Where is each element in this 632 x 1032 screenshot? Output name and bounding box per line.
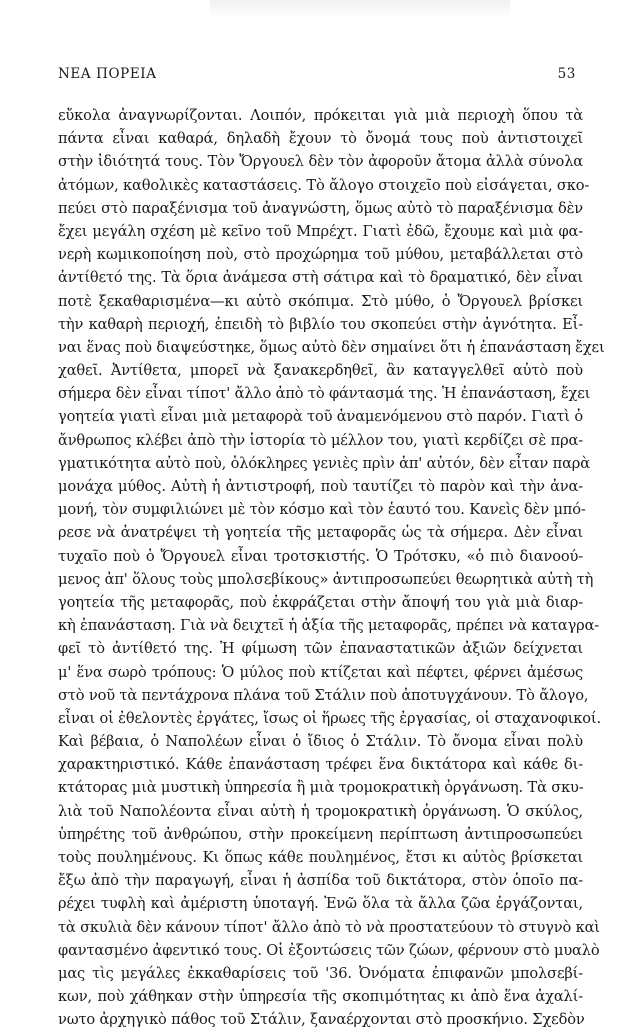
text-line: κτάτορας μιὰ μυστικὴ ὑπηρεσία ἢ μιὰ τρομοκρατικὴ ὀργάνωση. Τὰ σκυ- [58,779,584,797]
text-line: ἀντίθετό της. Τὰ ὅρια ἀνάμεσα στὴ σάτιρα καὶ τὸ δραματικό, δὲν εἶναι [58,269,583,287]
text-line: μονάχα μύθος. Αὐτὴ ἡ ἀντιστροφή, ποὺ ταυτίζει τὸ παρὸν καὶ τὴν ἀνα- [58,478,583,495]
text-line: εὔκολα ἀναγνωρίζονται. Λοιπόν, πρόκειται γιὰ μιὰ περιοχὴ ὅπου τὰ [58,107,583,124]
text-line: γοητεία τῆς μεταφορᾶς, ποὺ ἐκφράζεται στὴν ἄποψή του γιὰ μιὰ διαρ- [58,593,583,611]
scan-shadow [210,0,510,18]
text-line: ἀτόμων, καθολικὲς καταστάσεις. Τὸ ἄλογο στοιχεῖο ποὺ εἰσάγεται, σκο- [58,176,590,194]
text-line: τοὺς πουλημένους. Κι ὅπως κάθε πουλημένος, ἔτσι κι αὐτὸς βρίσκεται [58,849,583,866]
text-line: Καὶ βέβαια, ὁ Ναπολέων εἶναι ὁ ἴδιος ὁ Στάλιν. Τὸ ὄνομα εἶναι πολὺ [58,733,583,751]
text-line: στὸ νοῦ τὰ πεντάχρονα πλάνα τοῦ Στάλιν ποὺ ἀποτυγχάνουν. Τὸ ἄλογο, [58,686,589,704]
text-line: ἔξω ἀπὸ τὴν παραγωγή, εἶναι ἡ ἀσπίδα τοῦ δικτάτορα, στὸν ὁποῖο πα- [58,872,583,890]
text-line: χαθεῖ. Ἀντίθετα, μπορεῖ νὰ ξανακερδηθεῖ, ἂν καταγγελθεῖ αὐτὸ ποὺ [58,362,583,380]
text-line: τὴν καθαρὴ περιοχή, ἐπειδὴ τὸ βιβλίο του σκοπεύει στὴν ἀγνότητα. Εἶ- [58,315,583,333]
text-line: μενος ἀπ' ὅλους τοὺς μπολσεβίκους» ἀντιπροσωπεύει θεωρητικὰ αὐτὴ τὴ [58,570,594,588]
text-line: χαρακτηριστικό. Κάθε ἐπανάσταση τρέφει ἕνα δικτάτορα καὶ κάθε δι- [58,756,583,774]
running-title: ΝΕΑ ΠΟΡΕΙΑ [58,66,157,82]
text-line: στὴν ἰδιότητά τους. Τὸν Ὄργουελ δὲν τὸν ἀφοροῦν ἄτομα ἀλλὰ σύνολα [58,153,583,171]
text-line: ὑπηρέτης τοῦ ἀνθρώπου, στὴν προκείμενη περίπτωση ἀντιπροσωπεύει [58,825,583,843]
text-line: λιὰ τοῦ Ναπολέοντα εἶναι αὐτὴ ἡ τρομοκρατικὴ ὀργάνωση. Ὁ σκύλος, [58,802,583,820]
text-line: γματικότητα αὐτὸ ποὺ, ὁλόκληρες γενιὲς πρὶν ἀπ' αὐτόν, δὲν εἶταν παρὰ [58,454,590,472]
text-line: φαντασμένο ἀφεντικό τους. Οἱ ἐξοντώσεις τῶν ζώων, φέρνουν στὸ μυαλὸ [58,941,600,959]
text-line: ἔχει μεγάλη σχέση μὲ κεῖνο τοῦ Μπρέχτ. Γιατὶ ἐδῶ, ἔχουμε καὶ μιὰ φα- [58,222,583,240]
text-line: κὴ ἐπανάσταση. Γιὰ νὰ δειχτεῖ ἡ ἀξία τῆς μεταφορᾶς, πρέπει νὰ καταγρα- [58,617,600,635]
text-line: ρεσε νὰ ἀνατρέψει τὴ γοητεία τῆς μεταφορᾶς ὡς τὰ σήμερα. Δὲν εἶναι [58,524,583,542]
text-line: ποτὲ ξεκαθαρισμένα—κι αὐτὸ σκόπιμα. Στὸ μύθο, ὁ Ὄργουελ βρίσκει [58,292,583,310]
text-line: μ' ἕνα σωρὸ τρόπους: Ὁ μύλος ποὺ κτίζεται καὶ πέφτει, φέρνει ἀμέσως [58,663,583,681]
running-head [58,66,576,86]
text-line: πάντα εἶναι καθαρά, δηλαδὴ ἔχουν τὸ ὄνομά τους ποὺ ἀντιστοιχεῖ [58,130,583,148]
text-line: μονή, τὸν συμφιλιώνει μὲ τὸν κόσμο καὶ τὸν ἑαυτό του. Κανεὶς δὲν μπό- [58,501,586,519]
text-line: μας τὶς μεγάλες ἐκκαθαρίσεις τοῦ '36. Ὀνόματα ἐπιφανῶν μπολσεβί- [58,964,583,982]
body-text [58,104,605,1032]
text-line: ρέχει τυφλὴ καὶ ἀμέριστη ὑποταγή. Ἐνῶ ὅλα τὰ ἄλλα ζῶα ἐργάζονται, [58,895,583,913]
text-line: τυχαῖο ποὺ ὁ Ὄργουελ εἶναι τροτσκιστής. Ὁ Τρότσκυ, «ὁ πιὸ διανοού- [58,547,583,565]
text-line: σήμερα δὲν εἶναι τίποτ' ἄλλο ἀπὸ τὸ φάντασμά της. Ἡ ἐπανάσταση, ἔχει [58,385,591,403]
text-line: γοητεία γιατὶ εἶναι μιὰ μεταφορὰ τοῦ ἀναμενόμενου στὸ παρόν. Γιατὶ ὁ [58,408,583,426]
text-line: εἶναι οἱ ἐθελοντὲς ἐργάτες, ἴσως οἱ ἥρωες τῆς ἐργασίας, οἱ σταχανοφικοί. [58,709,601,727]
text-line: νωτο ἀρχηγικὸ πάθος τοῦ Στάλιν, ξαναέρχονται στὸ προσκήνιο. Σχεδὸν [58,1011,585,1029]
page-number: 53 [557,66,576,82]
text-line: νερὴ κωμικοποίηση ποὺ, στὸ προχώρημα τοῦ μύθου, μεταβάλλεται στὸ [58,246,583,264]
text-line: πεύει στὸ παραξένισμα τοῦ ἀναγνώστη, ὅμως αὐτὸ τὸ παραξένισμα δὲν [58,199,583,217]
text-line: κων, ποὺ χάθηκαν στὴν ὑπηρεσία τῆς σκοπιμότητας κι ἀπὸ ἕνα ἀχαλί- [58,988,583,1006]
text-line: φεῖ τὸ ἀντίθετό της. Ἡ φίμωση τῶν ἐπαναστατικῶν ἀξιῶν δείχνεται [58,640,583,658]
text-line: ἄνθρωπος κλέβει ἀπὸ τὴν ἱστορία τὸ μέλλον του, γιατὶ κερδίζει σὲ πρα- [58,431,583,449]
text-line: τὰ σκυλιὰ δὲν κάνουν τίποτ' ἄλλο ἀπὸ τὸ νὰ προστατεύουν τὸ στυγνὸ καὶ [58,918,600,936]
text-line: ναι ἕνας ποὺ διαψεύστηκε, ὅμως αὐτὸ δὲν σημαίνει ὅτι ἡ ἐπανάσταση ἔχει [58,338,605,356]
